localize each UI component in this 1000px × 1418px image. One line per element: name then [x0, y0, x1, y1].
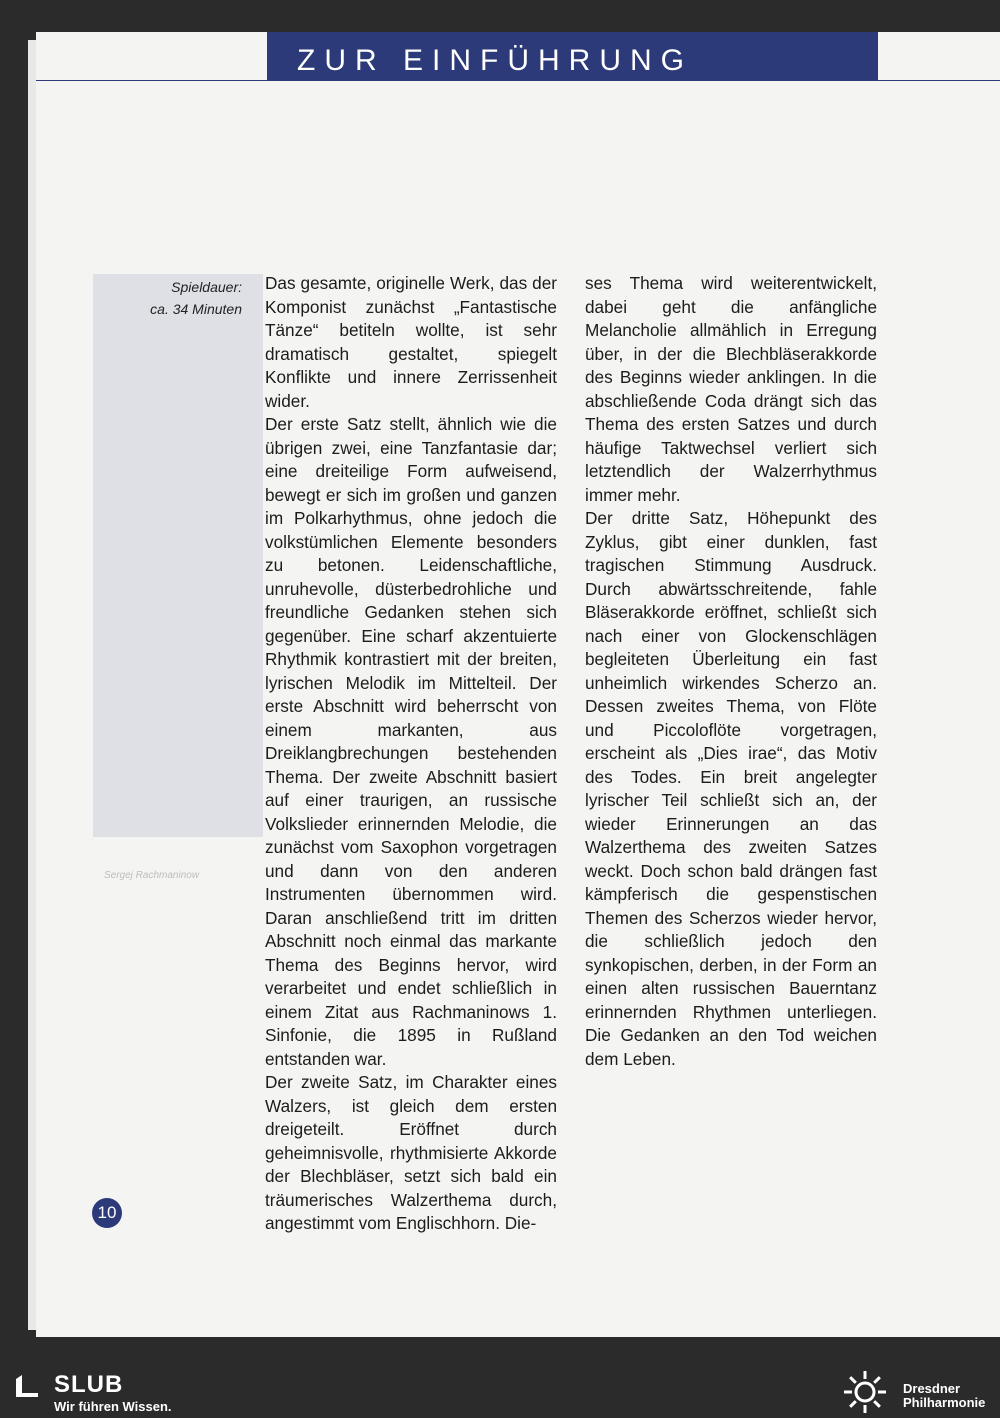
- paragraph: Der erste Satz stellt, ähnlich wie die übrigen zwei, eine Tanzfantasie dar; eine dreiteilige Form aufweisend, bewegt er sich im großen und ganzen im Polkarhythmus, ohne jedoch die volkstümlichen Elemente besonders zu betonen. Leidenschaftliche, unruhevolle, düsterbedrohliche und freundliche Gedanken stehen sich gegenüber. Eine scharf akzentuierte Rhythmik kontrastiert mit der breiten, lyrischen Melodik im Mittelteil. Der erste Abschnitt wird beherrscht von einem markanten, aus Dreiklangbrechungen bestehenden Thema. Der zweite Abschnitt basiert auf einer traurigen, an russische Volkslieder erinnernden Melodie, die zunächst vom Saxophon vorgetragen und dann von den anderen Instrumenten übernommen wird. Daran anschließend tritt im dritten Abschnitt noch einmal das markante Thema des Beginns hervor, wird verarbeitet und endet schließlich in einem Zitat aus Rachmaninows 1. Sinfonie, die 1895 in Rußland entstanden war.: [265, 414, 557, 1069]
- image-panel: [93, 274, 263, 837]
- slub-logo-icon: [14, 1373, 40, 1399]
- slub-slogan: Wir führen Wissen.: [54, 1399, 172, 1414]
- slub-logo-text: SLUB: [54, 1371, 124, 1398]
- paragraph: ses Thema wird weiterentwickelt, dabei geht die anfängliche Melancholie allmählich in Erregung über, in der die Blechbläserakkorde des Beginns wieder anklingen. In die abschließende Coda drängt sich das Thema des ersten Satzes und durch häufige Taktwechsel verliert sich letztendlich der Walzerrhythmus immer mehr.: [585, 273, 877, 505]
- philharmonie-logo-icon: [842, 1369, 888, 1415]
- partner-name-line2: Philharmonie: [903, 1395, 986, 1410]
- paragraph: Das gesamte, originelle Werk, das der Komponist zunächst „Fantastische Tänze“ betiteln wollte, ist sehr dramatisch gestaltet, spiegelt Konflikte und innere Zerrissenheit wider.: [265, 273, 557, 411]
- text-column-right: [585, 272, 877, 1071]
- paragraph: Der dritte Satz, Höhepunkt des Zyklus, gibt einer dunklen, fast tragischen Stimmung Ausdruck. Durch abwärtsschreitende, fahle Bläserakkorde eröffnet, schließt sich nach einer von Glockenschlägen begleiteten Überleitung ein fast unheimlich wirkendes Scherzo an. Dessen zweites Thema, von Flöte und Piccoloflöte vorgetragen, erscheint als „Dies irae“, das Motiv des Todes. Ein breit angelegter lyrischer Teil schließt sich an, der wieder Erinnerungen an das Walzerthema des zweiten Satzes weckt. Doch schon bald drängen fast kämpferisch die gespenstischen Themen des Scherzos wieder hervor, die schließlich jedoch den synkopischen, derben, in der Form an einen alten russischen Bauerntanz erinnernden Rhythmen unterliegen. Die Gedanken an den Tod weichen dem Leben.: [585, 508, 877, 1069]
- page-number: 10: [92, 1198, 122, 1228]
- duration-info: [150, 276, 242, 320]
- document-page: [36, 32, 1000, 1337]
- partner-name-line1: Dresdner: [903, 1381, 961, 1396]
- duration-value: ca. 34 Minuten: [150, 301, 242, 317]
- text-column-left: [265, 272, 557, 1236]
- duration-label: Spieldauer:: [171, 279, 242, 295]
- paragraph: Der zweite Satz, im Charakter eines Walzers, ist gleich dem ersten dreigeteilt. Eröffnet durch geheimnisvolle, rhythmisierte Akkorde der Blechbläser, setzt sich bald ein träumerisches Walzerthema durch, angestimmt vom Englischhorn. Die-: [265, 1072, 557, 1233]
- section-title: ZUR EINFÜHRUNG: [297, 44, 693, 77]
- image-caption: Sergej Rachmaninow: [104, 870, 200, 881]
- footer-bar: [0, 1367, 1000, 1418]
- header-banner: [267, 32, 878, 81]
